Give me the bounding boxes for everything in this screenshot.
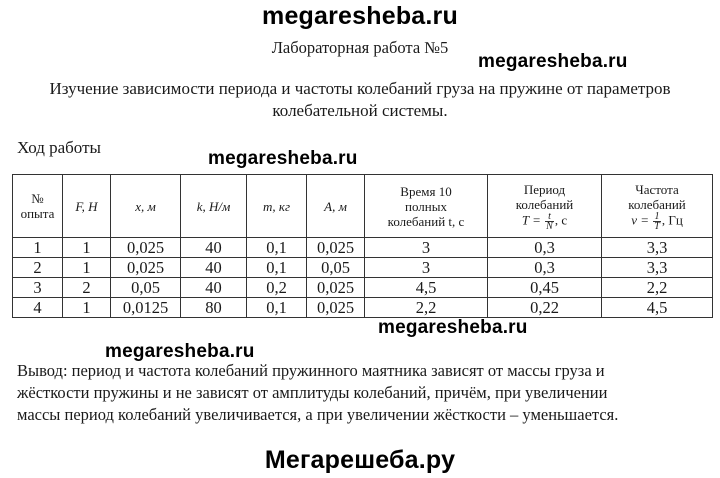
cell-force: 1 (63, 298, 111, 318)
header-amplitude: A, м (307, 175, 365, 238)
cell-amplitude: 0,025 (307, 238, 365, 258)
header-freq-line2: колебаний (628, 196, 686, 212)
watermark-bottom: Мегарешеба.ру (264, 446, 456, 474)
conclusion (17, 360, 707, 426)
header-time-line1: Время 10 (400, 183, 452, 199)
table-row (13, 258, 713, 278)
cell-period: 0,45 (488, 278, 602, 298)
cell-time: 3 (365, 258, 488, 278)
cell-stiffness: 40 (181, 258, 247, 278)
procedure-heading: Ход работы (17, 138, 101, 157)
header-period-line1: Период (523, 181, 566, 197)
cell-period: 0,3 (488, 258, 602, 278)
table-row (13, 298, 713, 318)
cell-extension: 0,0125 (111, 298, 181, 318)
cell-force: 1 (63, 238, 111, 258)
conclusion-line3: массы период колебаний увеличивается, а при увеличении жёсткости – уменьшается. (17, 405, 619, 424)
watermark-table-bottom: megaresheba.ru (378, 317, 528, 338)
cell-time: 4,5 (365, 278, 488, 298)
cell-stiffness: 40 (181, 238, 247, 258)
freq-formula-prefix: ν = (631, 211, 649, 227)
cell-force: 2 (63, 278, 111, 298)
header-num-line1: № (31, 191, 44, 206)
header-num-line2: опыта (20, 206, 55, 221)
cell-frequency: 4,5 (602, 298, 713, 318)
cell-amplitude: 0,05 (307, 258, 365, 278)
lab-subtitle-line2: колебательной системы. (272, 101, 448, 120)
cell-force: 1 (63, 258, 111, 278)
cell-stiffness: 40 (181, 278, 247, 298)
cell-mass: 0,1 (247, 258, 307, 278)
cell-period: 0,22 (488, 298, 602, 318)
watermark-top: megaresheba.ru (262, 2, 458, 30)
cell-experiment-number: 3 (13, 278, 63, 298)
cell-experiment-number: 2 (13, 258, 63, 278)
header-time (365, 175, 488, 238)
period-frac-denominator: N (546, 220, 553, 232)
cell-stiffness: 80 (181, 298, 247, 318)
cell-experiment-number: 1 (13, 238, 63, 258)
freq-unit: , Гц (661, 211, 683, 227)
cell-mass: 0,1 (247, 298, 307, 318)
lab-subtitle-line1: Изучение зависимости периода и частоты колебаний груза на пружине от параметров (49, 79, 671, 98)
table-row (13, 238, 713, 258)
cell-mass: 0,2 (247, 278, 307, 298)
header-experiment-number (13, 175, 63, 238)
cell-extension: 0,05 (111, 278, 181, 298)
header-time-line3: колебаний t, с (387, 213, 465, 229)
conclusion-line1: Вывод: период и частота колебаний пружинного маятника зависят от массы груза и (17, 361, 605, 380)
header-mass: m, кг (247, 175, 307, 238)
watermark-middle: megaresheba.ru (208, 148, 358, 169)
period-formula-prefix: T = (521, 211, 541, 227)
cell-mass: 0,1 (247, 238, 307, 258)
cell-frequency: 3,3 (602, 258, 713, 278)
watermark-right: megaresheba.ru (478, 51, 628, 72)
period-unit: , с (554, 211, 568, 227)
cell-amplitude: 0,025 (307, 278, 365, 298)
cell-time: 3 (365, 238, 488, 258)
header-extension: x, м (111, 175, 181, 238)
cell-frequency: 3,3 (602, 238, 713, 258)
results-table (12, 174, 713, 318)
period-frac-numerator: t (545, 212, 554, 222)
freq-fraction (653, 212, 661, 231)
header-frequency (602, 175, 713, 238)
header-period-line2: колебаний (515, 196, 574, 212)
table-body (13, 238, 713, 318)
period-fraction (545, 212, 554, 231)
cell-extension: 0,025 (111, 258, 181, 278)
conclusion-line2: жёсткости пружины и не зависят от амплитуды колебаний, причём, при увеличении (17, 383, 608, 402)
header-freq-line1: Частота (635, 181, 679, 197)
table-row (13, 278, 713, 298)
cell-amplitude: 0,025 (307, 298, 365, 318)
cell-time: 2,2 (365, 298, 488, 318)
cell-period: 0,3 (488, 238, 602, 258)
header-force: F, Н (63, 175, 111, 238)
table-header-row (13, 175, 713, 238)
header-period (488, 175, 602, 238)
header-time-line2: полных (405, 198, 447, 214)
lab-title: Лабораторная работа №5 (271, 38, 449, 57)
cell-frequency: 2,2 (602, 278, 713, 298)
watermark-left: megaresheba.ru (105, 341, 255, 362)
freq-frac-numerator: 1 (654, 210, 660, 222)
cell-extension: 0,025 (111, 238, 181, 258)
header-stiffness: k, Н/м (181, 175, 247, 238)
freq-frac-denominator: T (654, 220, 660, 232)
cell-experiment-number: 4 (13, 298, 63, 318)
